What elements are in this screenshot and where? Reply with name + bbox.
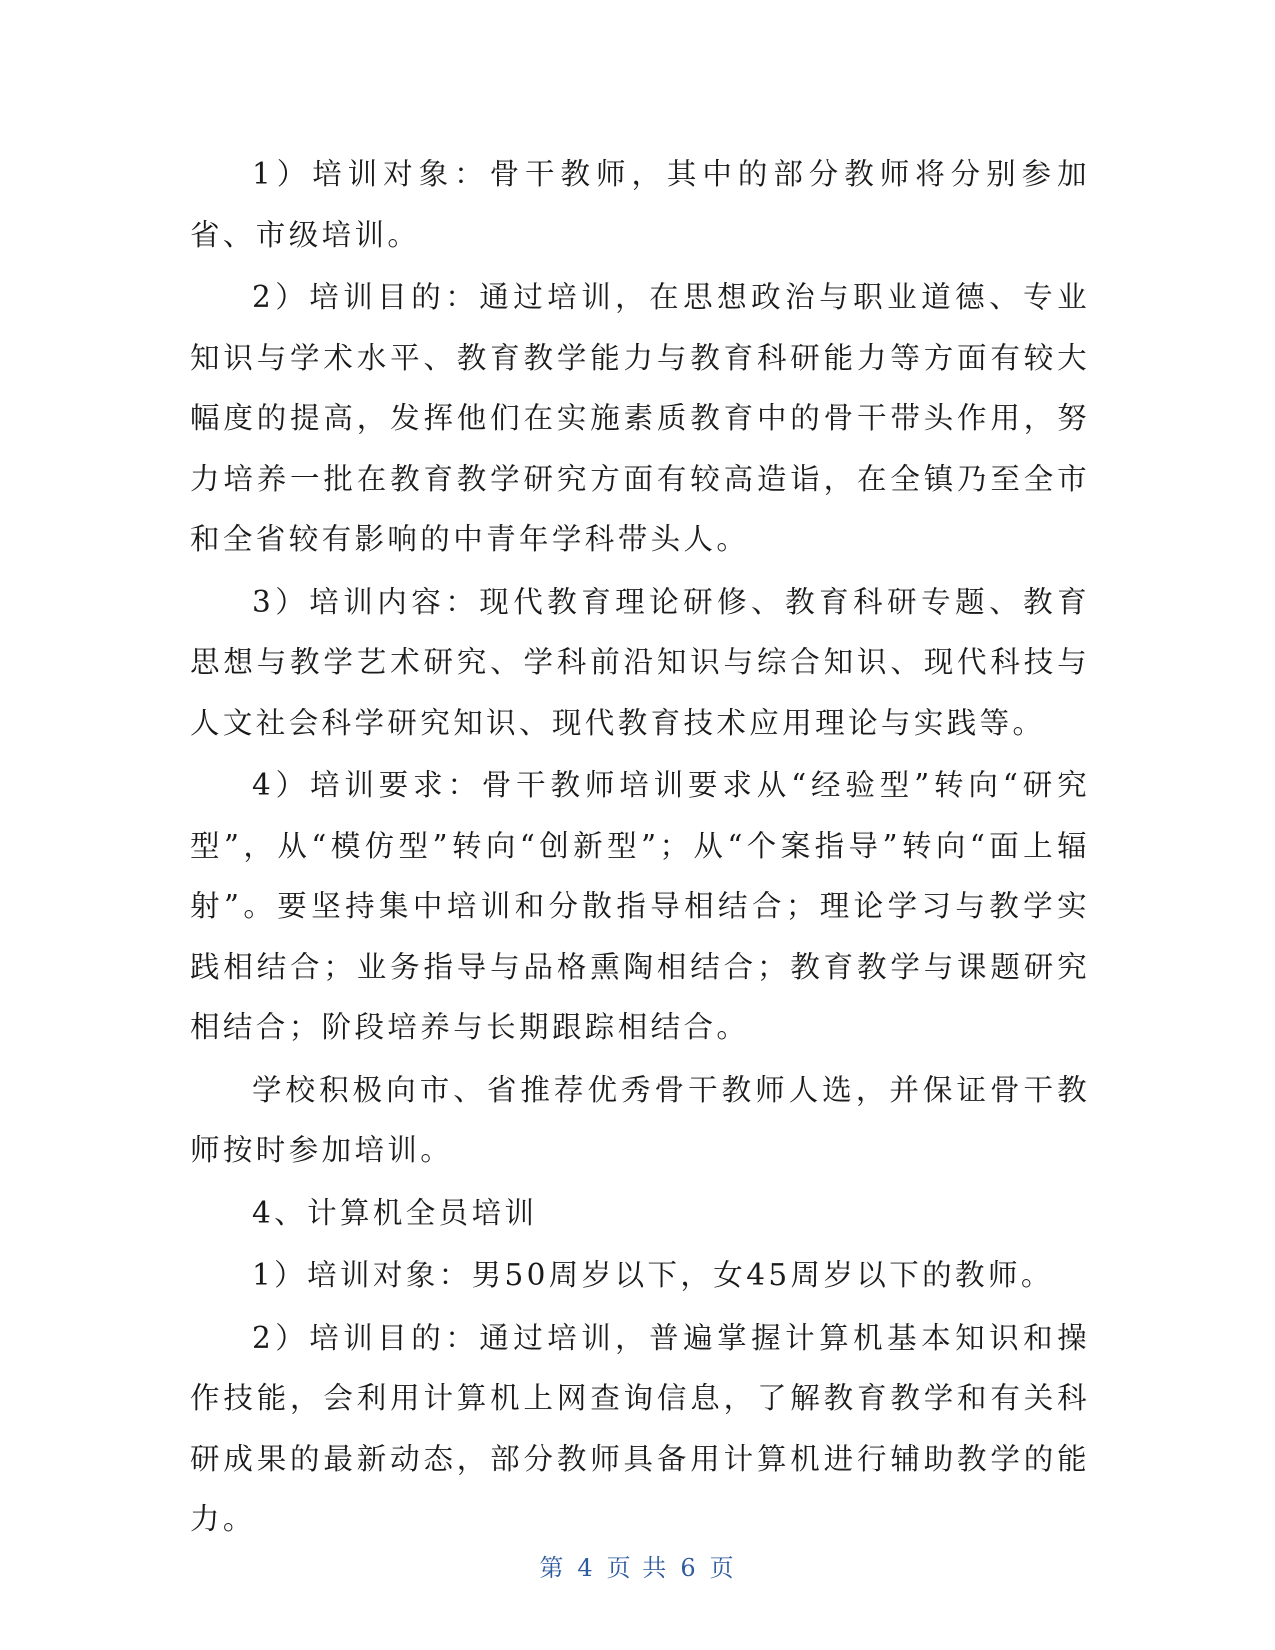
- paragraph-recommendation: 学校积极向市、省推荐优秀骨干教师人选，并保证骨干教师按时参加培训。: [190, 1072, 1090, 1167]
- footer-prefix: 第: [539, 1554, 566, 1582]
- footer-middle: 页 共: [606, 1554, 669, 1582]
- page-body: [190, 144, 1090, 1552]
- paragraph-training-purpose: 2）培训目的：通过培训，在思想政治与职业道德、专业知识与学术水平、教育教学能力与教育科研能力等方面有较大幅度的提高，发挥他们在实施素质教育中的骨干带头作用，努力培养一批在教育教学研究方面有较高造诣，在全镇乃至全市和全省较有影响的中青年学科带头人。: [190, 280, 1090, 556]
- paragraph-computer-training-purpose: 2）培训目的：通过培训，普遍掌握计算机基本知识和操作技能，会利用计算机上网查询信息，了解教育教学和有关科研成果的最新动态，部分教师具备用计算机进行辅助教学的能力。: [190, 1320, 1090, 1536]
- paragraph-training-target: 1）培训对象：骨干教师，其中的部分教师将分别参加省、市级培训。: [190, 157, 1090, 252]
- paragraph-computer-training-target: 1）培训对象：男50周岁以下，女45周岁以下的教师。: [252, 1258, 1054, 1292]
- footer-suffix: 页: [709, 1554, 736, 1582]
- footer-total-pages: 6: [680, 1554, 698, 1582]
- footer-current-page: 4: [577, 1554, 595, 1582]
- page-number-footer: [0, 1548, 1275, 1583]
- paragraph-training-requirements: 4）培训要求：骨干教师培训要求从“经验型”转向“研究型”，从“模仿型”转向“创新型”；从“个案指导”转向“面上辐射”。要坚持集中培训和分散指导相结合；理论学习与教学实践相结合；业务指导与品格熏陶相结合；教育教学与课题研究相结合；阶段培养与长期跟踪相结合。: [190, 768, 1090, 1044]
- section-heading-computer-training: 4、计算机全员培训: [252, 1195, 538, 1230]
- paragraph-training-content: 3）培训内容：现代教育理论研修、教育科研专题、教育思想与教学艺术研究、学科前沿知识与综合知识、现代科技与人文社会科学研究知识、现代教育技术应用理论与实践等。: [190, 584, 1090, 740]
